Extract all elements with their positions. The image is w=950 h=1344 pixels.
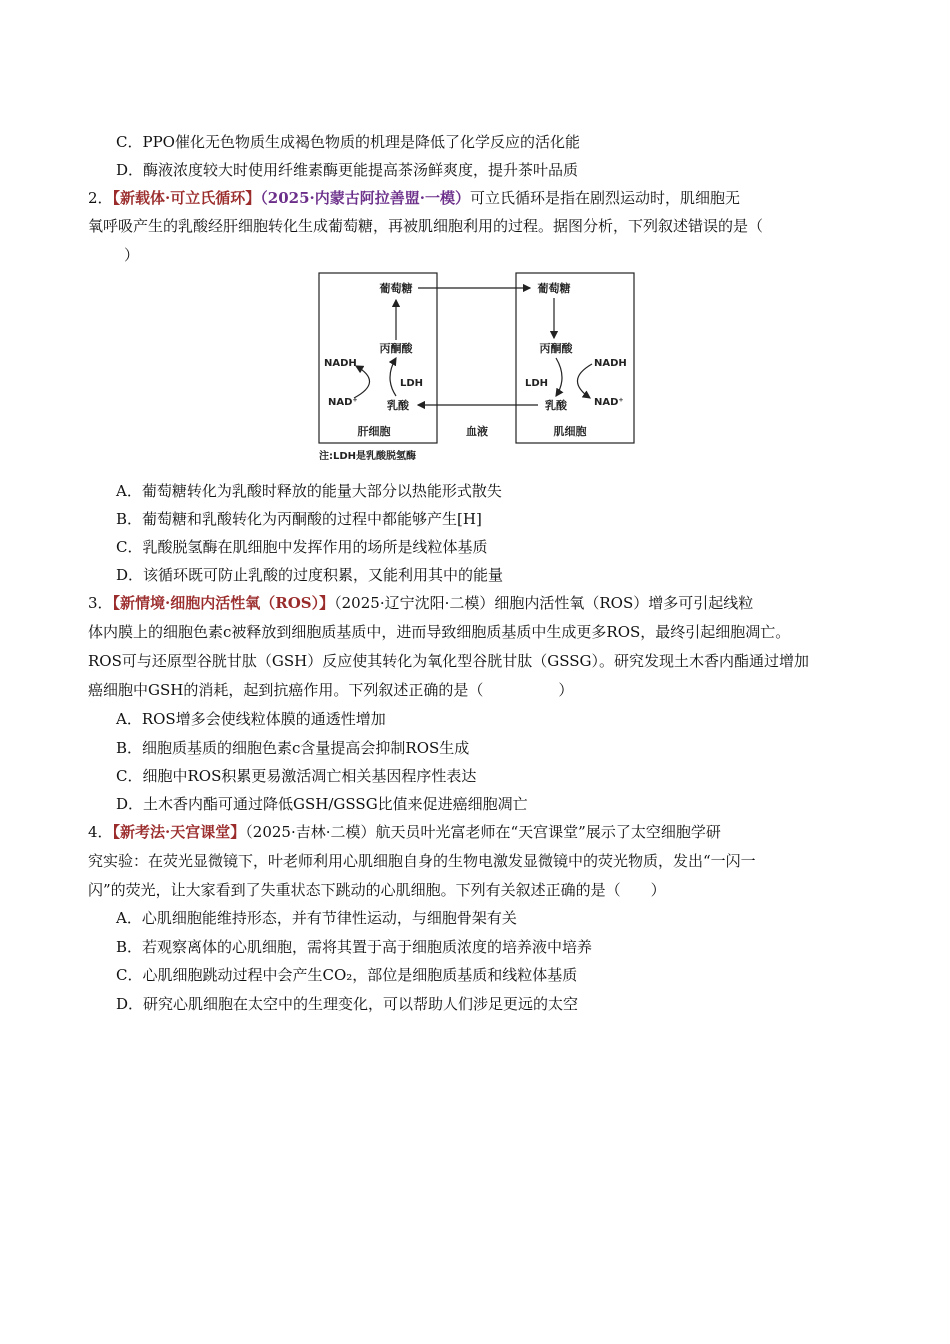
ldh-right-label: LDH — [525, 378, 549, 389]
q4-option-a: A．心肌细胞能维持形态，并有节律性运动，与细胞骨架有关 — [116, 909, 517, 927]
muscle-cell-label: 肌细胞 — [553, 425, 587, 438]
blood-label: 血液 — [466, 425, 488, 438]
muscle-nadh-to-nad-arrow — [577, 364, 592, 398]
q3-stem-line-1 — [88, 593, 753, 613]
q2-source: （2025·内蒙古阿拉善盟·一模） — [260, 189, 470, 207]
q2-stem-1: 可立氏循环是指在剧烈运动时，肌细胞无 — [469, 189, 740, 207]
liver-cell-label: 肝细胞 — [357, 425, 391, 438]
pyruvate-left-label: 丙酮酸 — [379, 342, 413, 355]
nad-left-label: NAD⁺ — [328, 397, 358, 408]
q3-stem-2: 体内膜上的细胞色素c被释放到细胞质基质中，进而导致细胞质基质中生成更多ROS，最终引起细胞凋亡。 — [88, 623, 791, 641]
liver-lactate-to-pyruvate-arrow — [390, 358, 396, 396]
q2-stem-3: ） — [124, 246, 140, 264]
q2-stem-line-1 — [88, 188, 740, 208]
q3-option-d: D．土木香内酯可通过降低GSH/GSSG比值来促进癌细胞凋亡 — [116, 795, 528, 813]
q4-stem-2: 究实验：在荧光显微镜下，叶老师利用心肌细胞自身的生物电激发显微镜中的荧光物质，发出“一闪一 — [88, 852, 756, 870]
q3-option-a: A．ROS增多会使线粒体膜的通透性增加 — [116, 710, 386, 728]
q4-option-d: D．研究心肌细胞在太空中的生理变化，可以帮助人们涉足更远的太空 — [116, 995, 579, 1013]
glucose-left-label: 葡萄糖 — [379, 282, 413, 295]
q2-tag: 【新载体·可立氏循环】 — [112, 189, 261, 207]
q2-option-b: B．葡萄糖和乳酸转化为丙酮酸的过程中都能够产生[H] — [116, 510, 482, 528]
nadh-left-label: NADH — [324, 358, 357, 369]
cori-cycle-svg — [318, 272, 636, 468]
q3-option-b: B．细胞质基质的细胞色素c含量提高会抑制ROS生成 — [116, 739, 470, 757]
q4-number: 4． — [88, 823, 113, 841]
muscle-pyruvate-to-lactate-arrow — [556, 358, 562, 396]
q3-stem-1: 细胞内活性氧（ROS）增多可引起线粒 — [494, 594, 754, 612]
q4-stem-3: 闪”的荧光，让大家看到了失重状态下跳动的心肌细胞。下列有关叙述正确的是（ ） — [88, 881, 666, 899]
q4-source: （2025·吉林·二模） — [245, 823, 376, 841]
q4-stem-1: 航天员叶光富老师在“天宫课堂”展示了太空细胞学研 — [375, 823, 721, 841]
q2-number: 2． — [88, 189, 113, 207]
q1-option-c: C．PPO催化无色物质生成褐色物质的机理是降低了化学反应的活化能 — [116, 133, 580, 151]
lactate-right-label: 乳酸 — [545, 399, 567, 412]
ldh-left-label: LDH — [400, 378, 424, 389]
q3-stem-4: 癌细胞中GSH的消耗，起到抗癌作用。下列叙述正确的是（ ） — [88, 681, 574, 699]
q4-tag: 【新考法·天宫课堂】 — [112, 823, 246, 841]
q3-number: 3． — [88, 594, 113, 612]
glucose-right-label: 葡萄糖 — [537, 282, 571, 295]
q3-stem-3: ROS可与还原型谷胱甘肽（GSH）反应使其转化为氧化型谷胱甘肽（GSSG）。研究发现土木香内酯通过增加 — [88, 652, 809, 670]
q4-option-c: C．心肌细胞跳动过程中会产生CO₂，部位是细胞质基质和线粒体基质 — [116, 966, 578, 984]
q4-option-b: B．若观察离体的心肌细胞，需将其置于高于细胞质浓度的培养液中培养 — [116, 938, 593, 956]
q3-option-c: C．细胞中ROS积累更易激活凋亡相关基因程序性表达 — [116, 767, 477, 785]
nadh-right-label: NADH — [594, 358, 627, 369]
q3-source: （2025·辽宁沈阳·二模） — [334, 594, 495, 612]
q1-option-d: D．酶液浓度较大时使用纤维素酶更能提高茶汤鲜爽度，提升茶叶品质 — [116, 161, 579, 179]
cori-cycle-diagram — [318, 272, 636, 468]
liver-nad-to-nadh-arrow — [354, 366, 370, 398]
q2-stem-2: 氧呼吸产生的乳酸经肝细胞转化生成葡萄糖，再被肌细胞利用的过程。据图分析，下列叙述错误的是（ — [88, 217, 764, 235]
pyruvate-right-label: 丙酮酸 — [539, 342, 573, 355]
q4-stem-line-1 — [88, 822, 721, 842]
q3-tag: 【新情境·细胞内活性氧（ROS）】 — [112, 594, 335, 612]
diagram-note: 注:LDH是乳酸脱氢酶 — [319, 451, 417, 462]
q2-option-a: A．葡萄糖转化为乳酸时释放的能量大部分以热能形式散失 — [116, 482, 502, 500]
q2-option-c: C．乳酸脱氢酶在肌细胞中发挥作用的场所是线粒体基质 — [116, 538, 488, 556]
q2-option-d: D．该循环既可防止乳酸的过度积累，又能利用其中的能量 — [116, 566, 504, 584]
lactate-left-label: 乳酸 — [387, 399, 409, 412]
nad-right-label: NAD⁺ — [594, 397, 624, 408]
